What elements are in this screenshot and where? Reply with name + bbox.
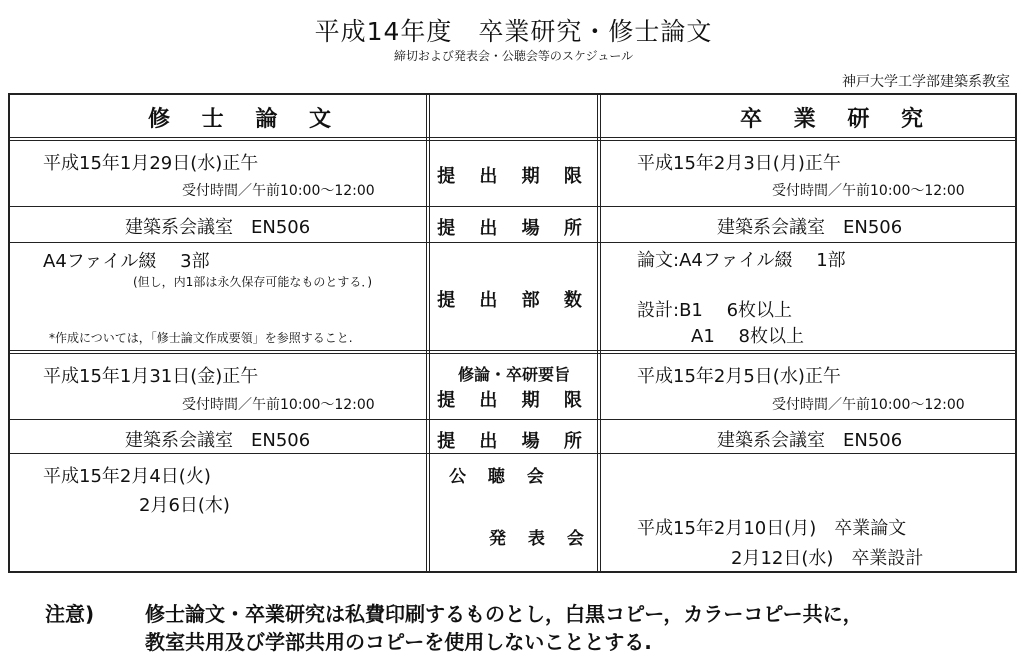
page-subtitle: 締切および発表会・公聴会等のスケジュール <box>393 49 634 63</box>
label-abstract: 修論・卒研要旨 <box>457 365 570 384</box>
research-abstract-time: 受付時間／午前10:00〜12:00 <box>772 397 965 413</box>
research-place: 建築系会議室 EN506 <box>717 217 903 238</box>
research-copies-line3: A1 8枚以上 <box>691 326 804 347</box>
thesis-place: 建築系会議室 EN506 <box>125 217 311 238</box>
column-header-thesis: 修 士 論 文 <box>148 107 343 132</box>
thesis-hearing-date-2: 2月6日(木) <box>139 495 230 516</box>
organization-name: 神戸大学工学部建築系教室 <box>842 74 1010 90</box>
research-copies-line2: 設計:B1 6枚以上 <box>637 300 793 321</box>
label-presentation: 発 表 会 <box>489 529 592 549</box>
row-divider <box>10 206 1015 207</box>
notes-label: 注意) <box>45 602 95 626</box>
row-divider <box>10 453 1015 454</box>
page-title: 平成14年度 卒業研究・修士論文 <box>314 17 713 46</box>
notes-line-2: 教室共用及び学部共用のコピーを使用しないこととする. <box>145 630 652 654</box>
research-abstract-date: 平成15年2月5日(水)正午 <box>637 366 841 387</box>
label-abstract-deadline: 提 出 期 限 <box>437 390 591 411</box>
thesis-place-2: 建築系会議室 EN506 <box>125 430 311 451</box>
row-divider <box>10 242 1015 243</box>
label-hearing: 公 聴 会 <box>449 467 552 487</box>
research-presentation-2: 2月12日(水) 卒業設計 <box>731 548 924 569</box>
notes-line-1: 修士論文・卒業研究は私費印刷するものとし，白黒コピー，カラーコピー共に， <box>145 602 863 626</box>
row-divider <box>10 353 1015 354</box>
row-divider <box>10 419 1015 420</box>
research-presentation-1: 平成15年2月10日(月) 卒業論文 <box>637 518 907 539</box>
column-divider <box>426 95 427 571</box>
column-header-research: 卒 業 研 究 <box>740 107 935 132</box>
research-place-2: 建築系会議室 EN506 <box>717 430 903 451</box>
row-divider <box>10 350 1015 351</box>
label-copies: 提 出 部 数 <box>437 290 591 311</box>
thesis-hearing-date-1: 平成15年2月4日(火) <box>43 466 211 487</box>
label-place: 提 出 場 所 <box>437 218 591 239</box>
thesis-abstract-time: 受付時間／午前10:00〜12:00 <box>182 397 375 413</box>
thesis-copies-footnote: *作成については，「修士論文作成要領」を参照すること. <box>49 331 353 345</box>
column-divider <box>600 95 601 571</box>
thesis-copies-note: (但し，内1部は永久保存可能なものとする．) <box>133 275 372 289</box>
label-place-2: 提 出 場 所 <box>437 431 591 452</box>
thesis-deadline-date: 平成15年1月29日(水)正午 <box>43 153 259 174</box>
research-copies-line1: 論文:A4ファイル綴 1部 <box>637 250 846 271</box>
thesis-deadline-time: 受付時間／午前10:00〜12:00 <box>182 183 375 199</box>
row-divider <box>10 140 1015 141</box>
row-divider <box>10 137 1015 138</box>
thesis-copies: A4ファイル綴 3部 <box>43 251 210 272</box>
label-deadline: 提 出 期 限 <box>437 166 591 187</box>
thesis-abstract-date: 平成15年1月31日(金)正午 <box>43 366 259 387</box>
research-deadline-date: 平成15年2月3日(月)正午 <box>637 153 841 174</box>
research-deadline-time: 受付時間／午前10:00〜12:00 <box>772 183 965 199</box>
